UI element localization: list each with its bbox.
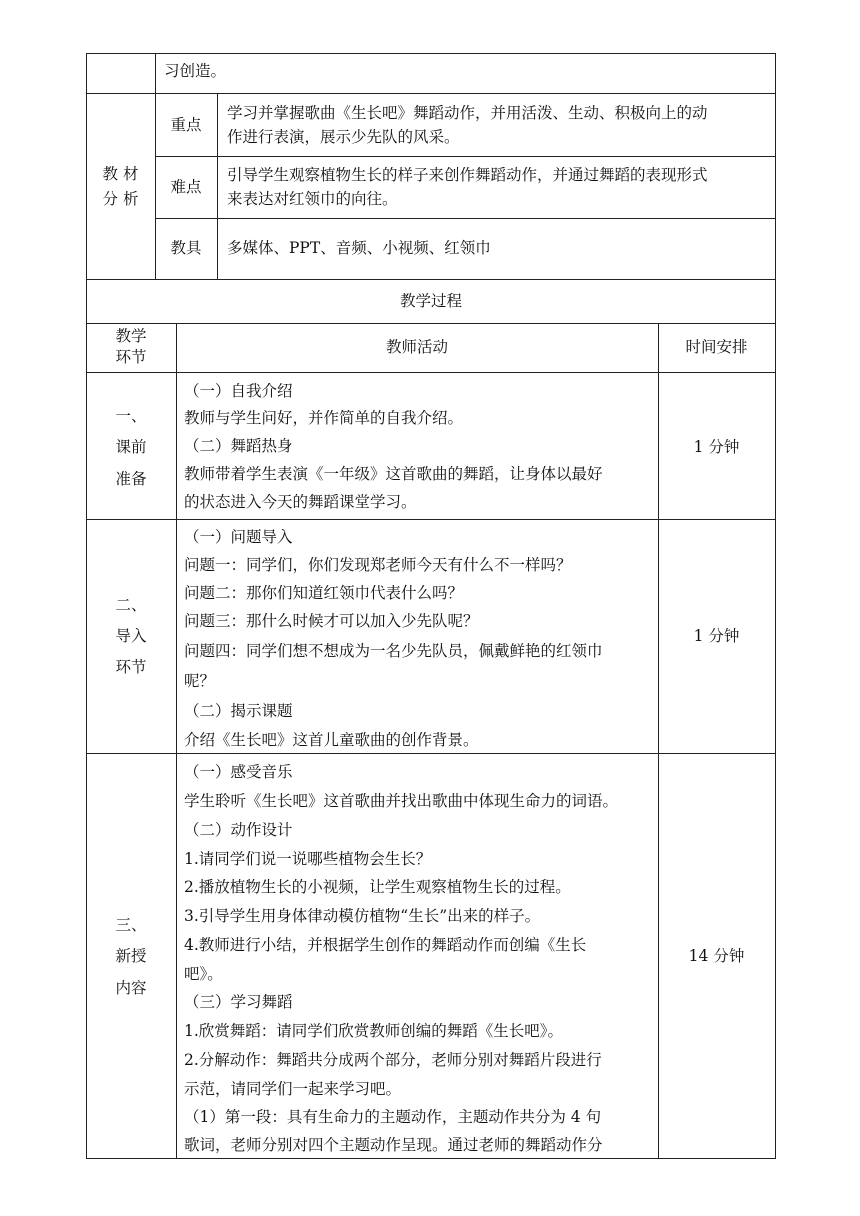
rule — [86, 519, 776, 520]
rule — [775, 53, 776, 1159]
stage-3-line3: 内容 — [115, 979, 147, 997]
analysis-label-line1: 教 材 — [102, 165, 139, 183]
rule — [155, 156, 776, 157]
process-title: 教学过程 — [399, 292, 462, 310]
activity-line: 示范，请同学们一起来学习吧。 — [184, 1080, 402, 1098]
activity-line: 问题四：同学们想不想成为一名少先队员，佩戴鲜艳的红领巾 — [184, 642, 603, 660]
rule — [86, 372, 776, 373]
activity-line: 1.请同学们说一说哪些植物会生长？ — [184, 850, 432, 868]
difficulty-text-1: 引导学生观察植物生长的样子来创作舞蹈动作，并通过舞蹈的表现形式 — [227, 166, 708, 184]
stage-2-line1: 二、 — [115, 596, 147, 614]
activity-line: 问题一：同学们，你们发现郑老师今天有什么不一样吗？ — [184, 556, 572, 574]
time-2: 1 分钟 — [693, 627, 740, 645]
rule — [217, 93, 218, 280]
activity-line: 2.播放植物生长的小视频，让学生观察植物生长的过程。 — [184, 878, 571, 896]
activity-line: 呢？ — [184, 672, 216, 690]
stage-3-line2: 新授 — [115, 947, 147, 965]
key-point-label: 重点 — [170, 116, 202, 134]
activity-line: 1.欣赏舞蹈：请同学们欣赏教师创编的舞蹈《生长吧》。 — [184, 1022, 564, 1040]
rule — [86, 53, 776, 54]
activity-line: （一）自我介绍 — [184, 382, 293, 400]
rule — [86, 279, 776, 280]
activity-line: 4.教师进行小结，并根据学生创作的舞蹈动作而创编《生长 — [184, 936, 587, 954]
materials-text: 多媒体、PPT、音频、小视频、红领巾 — [227, 239, 491, 257]
activity-line: 介绍《生长吧》这首儿童歌曲的创作背景。 — [184, 731, 479, 749]
rule — [155, 218, 776, 219]
time-1: 1 分钟 — [693, 438, 740, 456]
activity-line: 歌词，老师分别对四个主题动作呈现。通过老师的舞蹈动作分 — [184, 1136, 603, 1154]
activity-line: 问题三：那什么时候才可以加入少先队呢？ — [184, 612, 479, 630]
activity-line: （一）问题导入 — [184, 528, 293, 546]
activity-line: 教师带着学生表演《一年级》这首歌曲的舞蹈，让身体以最好 — [184, 465, 603, 483]
materials-label: 教具 — [170, 239, 202, 257]
activity-line: （三）学习舞蹈 — [184, 993, 293, 1011]
stage-1-line2: 课前 — [115, 438, 147, 456]
difficulty-label: 难点 — [170, 178, 202, 196]
header-time: 时间安排 — [685, 338, 748, 356]
rule — [86, 753, 776, 754]
activity-line: 2.分解动作：舞蹈共分成两个部分，老师分别对舞蹈片段进行 — [184, 1051, 602, 1069]
rule — [86, 323, 776, 324]
rule — [86, 93, 776, 94]
activity-line: （二）舞蹈热身 — [184, 437, 293, 455]
stage-2-line3: 环节 — [115, 658, 147, 676]
activity-line: （1）第一段：具有生命力的主题动作，主题动作共分为 4 句 — [184, 1108, 602, 1126]
rule — [86, 1158, 776, 1159]
header-stage-line1: 教学 — [115, 327, 147, 345]
stage-3-line1: 三、 — [115, 916, 147, 934]
header-stage-line2: 环节 — [115, 348, 147, 366]
activity-line: 教师与学生问好，并作简单的自我介绍。 — [184, 409, 464, 427]
difficulty-text-2: 来表达对红领巾的向往。 — [227, 190, 398, 208]
header-activity: 教师活动 — [385, 338, 448, 356]
stage-2-line2: 导入 — [115, 627, 147, 645]
key-point-text-1: 学习并掌握歌曲《生长吧》舞蹈动作，并用活泼、生动、积极向上的动 — [227, 104, 708, 122]
analysis-label-line2: 分 析 — [102, 190, 139, 208]
activity-line: 问题二：那你们知道红领巾代表什么吗？ — [184, 584, 464, 602]
activity-line: 3.引导学生用身体律动模仿植物“生长”出来的样子。 — [184, 907, 541, 925]
activity-line: （二）动作设计 — [184, 821, 293, 839]
activity-line: 学生聆听《生长吧》这首歌曲并找出歌曲中体现生命力的词语。 — [184, 792, 619, 810]
activity-line: （一）感受音乐 — [184, 763, 293, 781]
stage-1-line3: 准备 — [115, 470, 147, 488]
stage-1-line1: 一、 — [115, 407, 147, 425]
rule — [176, 323, 177, 1159]
key-point-text-2: 作进行表演，展示少先队的风采。 — [227, 128, 460, 146]
activity-line: 吧》。 — [184, 965, 223, 983]
time-3: 14 分钟 — [688, 947, 745, 965]
activity-line: 的状态进入今天的舞蹈课堂学习。 — [184, 493, 417, 511]
continuation-text: 习创造。 — [164, 62, 227, 80]
activity-line: （二）揭示课题 — [184, 702, 293, 720]
